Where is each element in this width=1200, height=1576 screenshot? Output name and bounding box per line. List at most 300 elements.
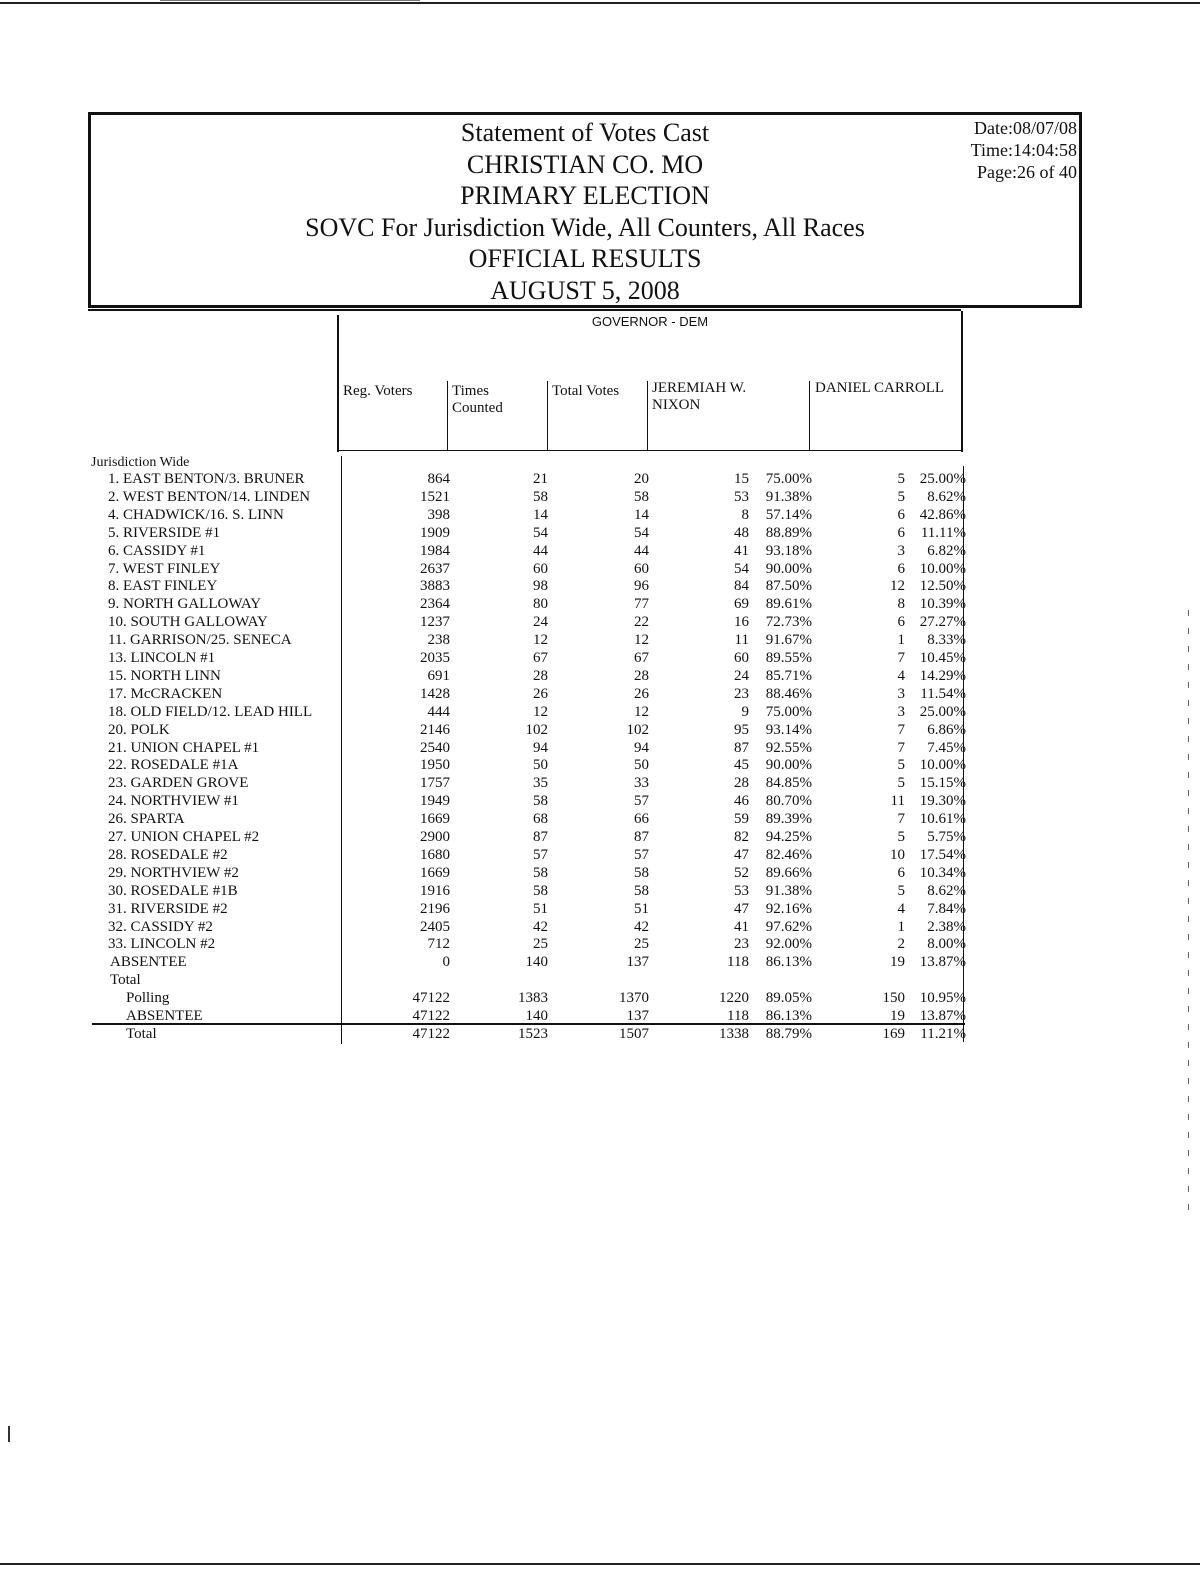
nixon-percent: 89.39%: [765, 811, 812, 827]
carroll-percent: 27.27%: [919, 614, 966, 630]
table-row: [0, 524, 1200, 542]
times-counted: 94: [533, 740, 548, 756]
carroll-percent: 10.45%: [919, 650, 966, 666]
col-sep-times: [447, 381, 448, 451]
carroll-votes: 7: [897, 811, 905, 827]
carroll-votes: 5: [897, 757, 905, 773]
total-votes: 58: [634, 865, 649, 881]
precinct-name: 26. SPARTA: [108, 811, 185, 827]
times-counted: 98: [533, 578, 548, 594]
race-title: GOVERNOR - DEM: [591, 314, 709, 329]
carroll-percent: 25.00%: [919, 471, 966, 487]
reg-voters: 398: [427, 507, 450, 523]
table-row: [0, 649, 1200, 667]
precinct-name: 27. UNION CHAPEL #2: [108, 829, 260, 845]
col-header-cand1-line1: JEREMIAH W.: [652, 380, 747, 396]
scan-bottom-edge: [0, 1563, 1200, 1565]
precinct-name: 10. SOUTH GALLOWAY: [108, 614, 268, 630]
nixon-votes: 53: [734, 883, 749, 899]
times-counted: 58: [533, 865, 548, 881]
nixon-votes: 118: [727, 954, 749, 970]
report-header: [88, 112, 1082, 308]
reg-voters: 864: [427, 471, 450, 487]
total-votes: 67: [634, 650, 649, 666]
times-counted: 140: [525, 1008, 548, 1024]
total-votes: 57: [634, 847, 649, 863]
section-label: Jurisdiction Wide: [91, 455, 190, 470]
carroll-votes: 5: [897, 471, 905, 487]
carroll-percent: 10.61%: [919, 811, 966, 827]
nixon-percent: 89.61%: [765, 596, 812, 612]
precinct-name: 31. RIVERSIDE #2: [108, 901, 228, 917]
reg-voters: 47122: [412, 1026, 450, 1042]
precinct-name: ABSENTEE: [110, 954, 187, 970]
table-row: [0, 667, 1200, 685]
nixon-votes: 87: [734, 740, 749, 756]
nixon-votes: 23: [734, 936, 749, 952]
precinct-name: 30. ROSEDALE #1B: [108, 883, 238, 899]
reg-voters: 1669: [420, 865, 450, 881]
carroll-percent: 12.50%: [919, 578, 966, 594]
times-counted: 67: [533, 650, 548, 666]
times-counted: 28: [533, 668, 548, 684]
report-page: Page:26 of 40: [977, 162, 1077, 182]
col-header-cand2-text: DANIEL CARROLL: [815, 380, 945, 396]
title-line-4: SOVC For Jurisdiction Wide, All Counters, All Races: [305, 212, 865, 242]
carroll-percent: 10.34%: [919, 865, 966, 881]
scan-left-mark: [8, 1426, 10, 1442]
total-votes: 77: [634, 596, 649, 612]
nixon-votes: 1338: [719, 1026, 749, 1042]
reg-voters: 2196: [420, 901, 450, 917]
total-votes: 1370: [619, 990, 649, 1006]
total-votes: 26: [634, 686, 649, 702]
carroll-percent: 10.00%: [919, 561, 966, 577]
nixon-percent: 90.00%: [765, 757, 812, 773]
times-counted: 50: [533, 757, 548, 773]
times-counted: 51: [533, 901, 548, 917]
total-votes: 51: [634, 901, 649, 917]
reg-voters: 0: [442, 954, 450, 970]
total-votes: 1507: [619, 1026, 649, 1042]
col-header-times-line1: Times: [452, 383, 489, 399]
nixon-percent: 57.14%: [765, 507, 812, 523]
reg-voters: 1237: [420, 614, 450, 630]
reg-voters: 1909: [420, 525, 450, 541]
col-header-candidate-1: [652, 380, 746, 414]
total-votes: 44: [634, 543, 649, 559]
total-votes: 42: [634, 919, 649, 935]
times-counted: 24: [533, 614, 548, 630]
times-counted: 26: [533, 686, 548, 702]
nixon-percent: 84.85%: [765, 775, 812, 791]
table-row: [0, 577, 1200, 595]
title-line-6: AUGUST 5, 2008: [490, 275, 680, 305]
carroll-votes: 3: [897, 686, 905, 702]
nixon-percent: 89.66%: [765, 865, 812, 881]
left-column-rule: [337, 315, 339, 452]
carroll-percent: 13.87%: [919, 954, 966, 970]
table-row: [0, 613, 1200, 631]
table-row: [0, 488, 1200, 506]
times-counted: 68: [533, 811, 548, 827]
nixon-percent: 75.00%: [765, 704, 812, 720]
carroll-percent: 6.82%: [927, 543, 966, 559]
nixon-votes: 60: [734, 650, 749, 666]
nixon-percent: 90.00%: [765, 561, 812, 577]
carroll-percent: 7.45%: [927, 740, 966, 756]
carroll-votes: 7: [897, 650, 905, 666]
total-votes: 58: [634, 883, 649, 899]
table-row: [0, 935, 1200, 953]
col-sep-cand2: [809, 381, 810, 451]
nixon-percent: 93.14%: [765, 722, 812, 738]
total-votes: 54: [634, 525, 649, 541]
times-counted: 12: [533, 704, 548, 720]
nixon-votes: 54: [734, 561, 749, 577]
carroll-votes: 5: [897, 489, 905, 505]
carroll-percent: 11.11%: [920, 525, 966, 541]
nixon-percent: 93.18%: [765, 543, 812, 559]
nixon-votes: 47: [734, 847, 749, 863]
precinct-name: 1. EAST BENTON/3. BRUNER: [108, 471, 305, 487]
reg-voters: 1949: [420, 793, 450, 809]
carroll-percent: 17.54%: [919, 847, 966, 863]
precinct-name: 22. ROSEDALE #1A: [108, 757, 239, 773]
reg-voters: 1757: [420, 775, 450, 791]
nixon-percent: 89.55%: [765, 650, 812, 666]
nixon-percent: 88.46%: [765, 686, 812, 702]
nixon-votes: 15: [734, 471, 749, 487]
total-votes: 58: [634, 489, 649, 505]
nixon-votes: 84: [734, 578, 749, 594]
reg-voters: 2637: [420, 561, 450, 577]
precinct-name: 4. CHADWICK/16. S. LINN: [108, 507, 284, 523]
reg-voters: 2035: [420, 650, 450, 666]
carroll-votes: 11: [890, 793, 905, 809]
nixon-votes: 41: [734, 543, 749, 559]
times-counted: 25: [533, 936, 548, 952]
carroll-percent: 13.87%: [919, 1008, 966, 1024]
times-counted: 60: [533, 561, 548, 577]
reg-voters: 712: [427, 936, 450, 952]
precinct-name: 11. GARRISON/25. SENECA: [108, 632, 292, 648]
nixon-percent: 72.73%: [765, 614, 812, 630]
report-date: Date:08/07/08: [974, 118, 1077, 138]
reg-voters: 2900: [420, 829, 450, 845]
times-counted: 102: [525, 722, 548, 738]
reg-voters: 1984: [420, 543, 450, 559]
precinct-name: Total: [126, 1026, 157, 1042]
nixon-percent: 92.16%: [765, 901, 812, 917]
precinct-name: 6. CASSIDY #1: [108, 543, 206, 559]
total-votes: 33: [634, 775, 649, 791]
times-counted: 1523: [518, 1026, 548, 1042]
title-line-2: CHRISTIAN CO. MO: [466, 149, 704, 179]
totals-row-grand: [0, 1025, 1200, 1043]
nixon-percent: 85.71%: [765, 668, 812, 684]
nixon-votes: 69: [734, 596, 749, 612]
carroll-percent: 6.86%: [927, 722, 966, 738]
carroll-votes: 6: [897, 614, 905, 630]
times-counted: 35: [533, 775, 548, 791]
nixon-votes: 52: [734, 865, 749, 881]
nixon-votes: 11: [734, 632, 749, 648]
carroll-votes: 6: [897, 525, 905, 541]
table-row: [0, 900, 1200, 918]
times-counted: 14: [533, 507, 548, 523]
nixon-votes: 47: [734, 901, 749, 917]
carroll-percent: 11.21%: [920, 1026, 966, 1042]
carroll-percent: 8.62%: [927, 883, 966, 899]
nixon-percent: 89.05%: [765, 990, 812, 1006]
carroll-votes: 169: [882, 1026, 905, 1042]
carroll-votes: 4: [897, 668, 905, 684]
nixon-votes: 1220: [719, 990, 749, 1006]
report-time: Time:14:04:58: [970, 140, 1077, 160]
reg-voters: 2540: [420, 740, 450, 756]
reg-voters: 1950: [420, 757, 450, 773]
carroll-votes: 3: [897, 704, 905, 720]
nixon-votes: 59: [734, 811, 749, 827]
col-header-total-votes: [552, 383, 619, 400]
table-row: [0, 721, 1200, 739]
precinct-name: Polling: [126, 990, 170, 1006]
nixon-percent: 82.46%: [765, 847, 812, 863]
nixon-votes: 8: [741, 507, 749, 523]
carroll-votes: 150: [882, 990, 905, 1006]
table-row: [0, 774, 1200, 792]
carroll-percent: 8.33%: [927, 632, 966, 648]
precinct-name: 33. LINCOLN #2: [108, 936, 216, 952]
precinct-name: 21. UNION CHAPEL #1: [108, 740, 260, 756]
nixon-votes: 46: [734, 793, 749, 809]
carroll-percent: 8.00%: [927, 936, 966, 952]
total-votes: 66: [634, 811, 649, 827]
reg-voters: 444: [427, 704, 450, 720]
table-row: [0, 828, 1200, 846]
table-row: [0, 846, 1200, 864]
header-bottom-rule: [337, 450, 963, 451]
times-counted: 1383: [518, 990, 548, 1006]
carroll-percent: 42.86%: [919, 507, 966, 523]
report-title-block: [91, 117, 1079, 306]
carroll-percent: 25.00%: [919, 704, 966, 720]
table-row: [0, 560, 1200, 578]
carroll-votes: 6: [897, 507, 905, 523]
times-counted: 54: [533, 525, 548, 541]
precinct-name: 18. OLD FIELD/12. LEAD HILL: [108, 704, 313, 720]
carroll-percent: 10.00%: [919, 757, 966, 773]
reg-voters: 47122: [412, 1008, 450, 1024]
nixon-votes: 82: [734, 829, 749, 845]
carroll-votes: 10: [890, 847, 905, 863]
table-row: [0, 792, 1200, 810]
header-rule: [88, 309, 961, 311]
col-sep-cand1: [647, 381, 648, 451]
carroll-votes: 3: [897, 543, 905, 559]
precinct-name: 17. McCRACKEN: [108, 686, 223, 702]
carroll-votes: 12: [890, 578, 905, 594]
times-counted: 58: [533, 489, 548, 505]
total-votes: 12: [634, 632, 649, 648]
nixon-percent: 91.38%: [765, 489, 812, 505]
table-row: [0, 470, 1200, 488]
times-counted: 44: [533, 543, 548, 559]
nixon-votes: 53: [734, 489, 749, 505]
col-header-cand1-line2: NIXON: [652, 397, 701, 413]
nixon-votes: 23: [734, 686, 749, 702]
table-row: [0, 739, 1200, 757]
precinct-name: 28. ROSEDALE #2: [108, 847, 228, 863]
table-row: [0, 685, 1200, 703]
carroll-votes: 19: [890, 954, 905, 970]
carroll-votes: 5: [897, 829, 905, 845]
carroll-percent: 11.54%: [920, 686, 966, 702]
carroll-votes: 1: [897, 632, 905, 648]
nixon-percent: 80.70%: [765, 793, 812, 809]
table-row: [0, 918, 1200, 936]
precinct-name: 7. WEST FINLEY: [108, 561, 221, 577]
times-counted: 58: [533, 883, 548, 899]
total-votes: 25: [634, 936, 649, 952]
nixon-percent: 86.13%: [765, 954, 812, 970]
table-row: [0, 703, 1200, 721]
totals-row-polling: [0, 989, 1200, 1007]
table-row: [0, 595, 1200, 613]
nixon-votes: 28: [734, 775, 749, 791]
total-votes: 96: [634, 578, 649, 594]
totals-row-absentee: [0, 1007, 1200, 1025]
nixon-percent: 86.13%: [765, 1008, 812, 1024]
precinct-name: 13. LINCOLN #1: [108, 650, 216, 666]
nixon-votes: 41: [734, 919, 749, 935]
carroll-percent: 7.84%: [927, 901, 966, 917]
precinct-name: 29. NORTHVIEW #2: [108, 865, 239, 881]
carroll-votes: 19: [890, 1008, 905, 1024]
precinct-name: 9. NORTH GALLOWAY: [108, 596, 262, 612]
scan-top-edge: [0, 2, 1200, 4]
nixon-votes: 118: [727, 1008, 749, 1024]
nixon-percent: 88.89%: [765, 525, 812, 541]
total-votes: 50: [634, 757, 649, 773]
table-row: [0, 810, 1200, 828]
carroll-percent: 14.29%: [919, 668, 966, 684]
times-counted: 57: [533, 847, 548, 863]
col-header-total-votes-text: Total Votes: [552, 383, 620, 399]
carroll-percent: 19.30%: [919, 793, 966, 809]
nixon-votes: 16: [734, 614, 749, 630]
carroll-votes: 5: [897, 775, 905, 791]
title-line-1: Statement of Votes Cast: [460, 118, 710, 147]
precinct-name: 23. GARDEN GROVE: [108, 775, 249, 791]
total-votes: 137: [626, 954, 649, 970]
times-counted: 80: [533, 596, 548, 612]
nixon-percent: 97.62%: [765, 919, 812, 935]
reg-voters: 1521: [420, 489, 450, 505]
col-header-times-counted: [452, 383, 503, 417]
right-column-rule: [961, 311, 963, 452]
total-votes: 87: [634, 829, 649, 845]
total-votes: 28: [634, 668, 649, 684]
total-votes: 57: [634, 793, 649, 809]
carroll-votes: 8: [897, 596, 905, 612]
times-counted: 87: [533, 829, 548, 845]
reg-voters: 1669: [420, 811, 450, 827]
carroll-votes: 6: [897, 865, 905, 881]
reg-voters: 1680: [420, 847, 450, 863]
reg-voters: 1916: [420, 883, 450, 899]
nixon-percent: 92.00%: [765, 936, 812, 952]
precinct-name: 20. POLK: [108, 722, 170, 738]
nixon-percent: 91.38%: [765, 883, 812, 899]
reg-voters: 3883: [420, 578, 450, 594]
reg-voters: 47122: [412, 990, 450, 1006]
total-votes: 12: [634, 704, 649, 720]
carroll-percent: 10.95%: [919, 990, 966, 1006]
precinct-name: 15. NORTH LINN: [108, 668, 221, 684]
title-line-5: OFFICIAL RESULTS: [468, 244, 702, 273]
carroll-percent: 15.15%: [919, 775, 966, 791]
carroll-votes: 5: [897, 883, 905, 899]
carroll-percent: 10.39%: [919, 596, 966, 612]
times-counted: 21: [533, 471, 548, 487]
nixon-votes: 24: [734, 668, 749, 684]
col-header-reg-voters: [343, 383, 412, 400]
scan-top-mark: [160, 0, 420, 1]
carroll-votes: 6: [897, 561, 905, 577]
total-votes: 20: [634, 471, 649, 487]
table-row: [0, 882, 1200, 900]
col-header-reg-voters-text: Reg. Voters: [343, 383, 413, 399]
nixon-percent: 94.25%: [765, 829, 812, 845]
nixon-percent: 88.79%: [765, 1026, 812, 1042]
table-row: [0, 506, 1200, 524]
report-meta: [971, 117, 1077, 183]
table-row: [0, 864, 1200, 882]
total-votes: 14: [634, 507, 649, 523]
precinct-name: 8. EAST FINLEY: [108, 578, 218, 594]
nixon-votes: 95: [734, 722, 749, 738]
total-votes: 94: [634, 740, 649, 756]
times-counted: 58: [533, 793, 548, 809]
reg-voters: 2405: [420, 919, 450, 935]
total-votes: 137: [626, 1008, 649, 1024]
nixon-votes: 9: [741, 704, 749, 720]
reg-voters: 2364: [420, 596, 450, 612]
precinct-name: 32. CASSIDY #2: [108, 919, 213, 935]
nixon-percent: 91.67%: [765, 632, 812, 648]
col-sep-total: [547, 381, 548, 451]
carroll-percent: 8.62%: [927, 489, 966, 505]
carroll-votes: 1: [897, 919, 905, 935]
total-votes: 102: [626, 722, 649, 738]
carroll-votes: 7: [897, 740, 905, 756]
table-row: [0, 953, 1200, 971]
carroll-votes: 4: [897, 901, 905, 917]
table-row: [0, 756, 1200, 774]
times-counted: 42: [533, 919, 548, 935]
col-header-times-line2: Counted: [452, 400, 503, 416]
precinct-name: 5. RIVERSIDE #1: [108, 525, 221, 541]
times-counted: 12: [533, 632, 548, 648]
nixon-percent: 75.00%: [765, 471, 812, 487]
precinct-name: ABSENTEE: [126, 1008, 203, 1024]
carroll-votes: 2: [897, 936, 905, 952]
times-counted: 140: [525, 954, 548, 970]
reg-voters: 691: [427, 668, 450, 684]
precinct-name: 2. WEST BENTON/14. LINDEN: [108, 489, 311, 505]
